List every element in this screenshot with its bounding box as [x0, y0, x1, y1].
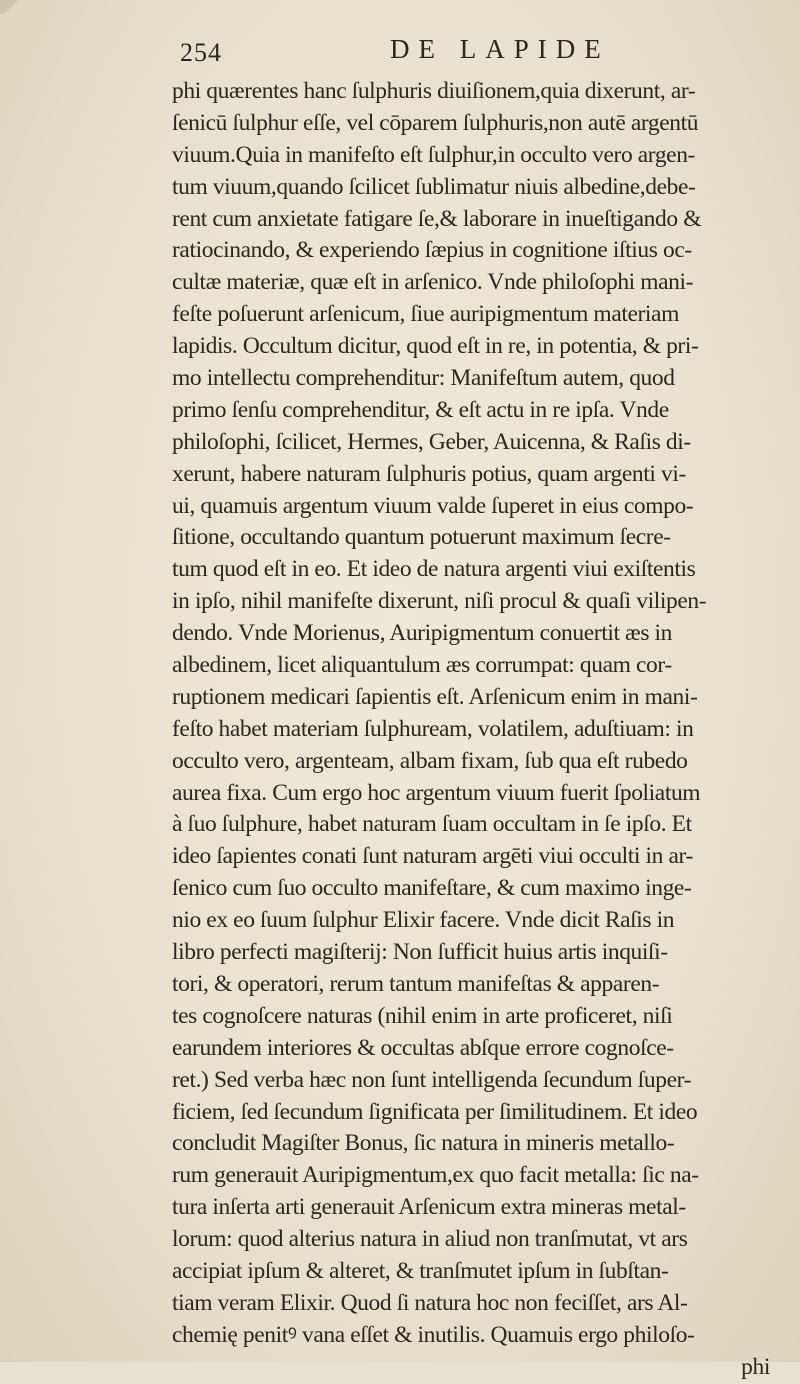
text-line: cultæ materiæ, quæ eſt in arſenico. Vnde philoſophi mani- — [172, 269, 694, 296]
page-number: 254 — [180, 38, 222, 67]
text-line: à ſuo ſulphure, habet naturam ſuam occultam in ſe ipſo. Et — [172, 811, 692, 838]
text-line: tori, & operatori, rerum tantum manifeſtas & apparen- — [172, 970, 660, 997]
text-line: mo intellectu comprehenditur: Manifeſtum autem, quod — [172, 365, 675, 392]
text-line: lapidis. Occultum dicitur, quod eſt in re, in potentia, & pri- — [172, 333, 699, 360]
text-line: occulto vero, argenteam, albam fixam, ſub qua eſt rubedo — [172, 747, 688, 774]
text-line: libro perfecti magiſterij: Non ſufficit huius artis inquiſi- — [172, 939, 668, 966]
text-line: lorum: quod alterius natura in aliud non tranſmutat, vt ars — [172, 1226, 688, 1253]
text-line: phi quærentes hanc ſulphuris diuiſionem,quia dixerunt, ar- — [172, 78, 696, 104]
text-line: earundem interiores & occultas abſque errore cognoſce- — [172, 1034, 674, 1061]
catchword: phi — [741, 1353, 770, 1380]
text-line: ui, quamuis argentum viuum valde ſuperet in eius compo- — [172, 492, 694, 519]
text-line: tum viuum,quando ſcilicet ſublimatur niuis albedine,debe- — [172, 173, 696, 200]
page-corner — [0, 0, 26, 14]
text-line: tum quod eſt in eo. Et ideo de natura argenti viui exiſtentis — [172, 556, 696, 583]
text-line: dendo. Vnde Morienus, Auripigmentum conuertit æs in — [172, 620, 673, 647]
text-line: feſto habet materiam ſulphuream, volatilem, aduſtiuam: in — [172, 715, 694, 742]
text-line: rum generauit Auripigmentum,ex quo facit metalla: ſic na- — [172, 1162, 699, 1189]
text-line: primo ſenſu comprehenditur, & eſt actu in re ipſa. Vnde — [172, 396, 669, 423]
text-line: ſitione, occultando quantum potuerunt maximum ſecre- — [172, 524, 671, 551]
text-line: viuum.Quia in manifeſto eſt ſulphur,in occulto vero argen- — [172, 141, 695, 168]
text-line: rent cum anxietate fatigare ſe,& laborare in inueſtigando & — [172, 205, 702, 232]
text-line: aurea fixa. Cum ergo hoc argentum viuum fuerit ſpoliatum — [172, 779, 701, 806]
text-line: ſenicū ſulphur eſſe, vel cōparem ſulphuris,non autē argentū — [172, 109, 699, 136]
text-line: accipiat ipſum & alteret, & tranſmutet ipſum in ſubſtan- — [172, 1257, 669, 1284]
text-line: ideo ſapientes conati ſunt naturam argēti viui occulti in ar- — [172, 843, 693, 870]
text-line: feſte poſuerunt arſenicum, ſiue auripigmentum materiam — [172, 301, 679, 328]
text-line: ruptionem medicari ſapientis eſt. Arſenicum enim in mani- — [172, 683, 698, 710]
text-line: chemię penitꝰ vana eſſet & inutilis. Quamuis ergo philoſo- — [172, 1321, 695, 1348]
page-header — [172, 32, 732, 72]
text-line: tiam veram Elixir. Quod ſi natura hoc non feciſſet, ars Al- — [172, 1289, 688, 1316]
text-line: concludit Magiſter Bonus, ſic natura in mineris metallo- — [172, 1130, 675, 1157]
text-line: albedinem, licet aliquantulum æs corrumpat: quam cor- — [172, 652, 672, 679]
text-line: ret.) Sed verba hæc non ſunt intelligenda ſecundum ſuper- — [172, 1066, 692, 1093]
text-line: xerunt, habere naturam ſulphuris potius, quam argenti vi- — [172, 460, 686, 487]
text-line: philoſophi, ſcilicet, Hermes, Geber, Auicenna, & Raſis di- — [172, 428, 691, 455]
text-line: tura inſerta arti generauit Arſenicum extra mineras metal- — [172, 1194, 686, 1221]
text-line: ficiem, ſed ſecundum ſignificata per ſimilitudinem. Et ideo — [172, 1098, 698, 1125]
text-line: in ipſo, nihil manifeſte dixerunt, niſi procul & quaſi vilipen- — [172, 588, 707, 615]
running-head: DE LAPIDE — [390, 34, 610, 64]
text-line: ratiocinando, & experiendo ſæpius in cognitione iſtius oc- — [172, 237, 692, 264]
text-line: tes cognoſcere naturas (nihil enim in arte proficeret, niſi — [172, 1002, 673, 1029]
body-text — [172, 76, 774, 1384]
text-line: ſenico cum ſuo occulto manifeſtare, & cum maximo inge- — [172, 875, 692, 902]
text-line: nio ex eo ſuum ſulphur Elixir facere. Vnde dicit Raſis in — [172, 907, 675, 934]
